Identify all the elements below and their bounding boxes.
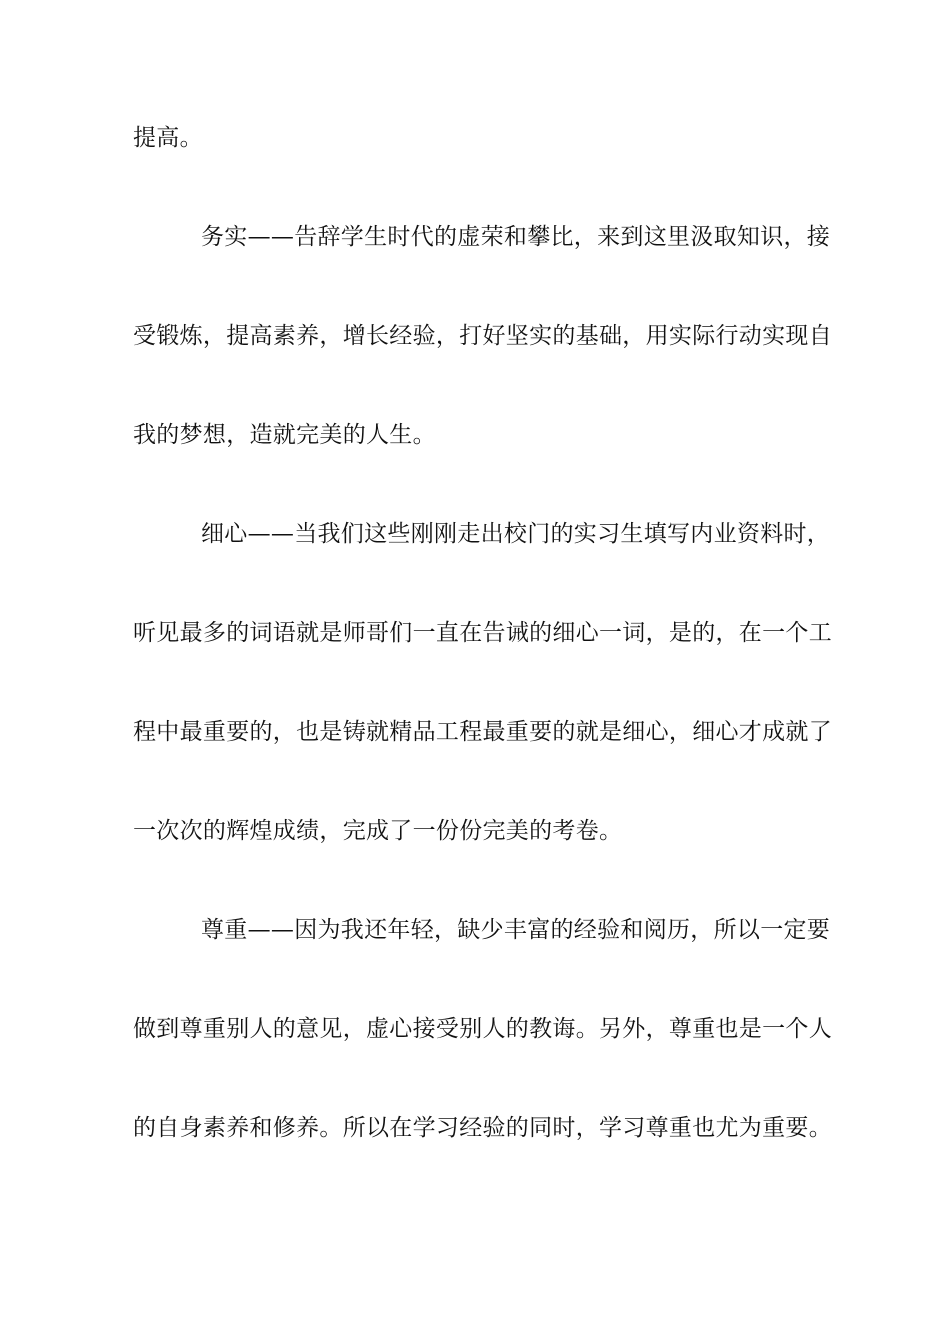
text-line: 我的梦想，造就完美的人生。 <box>133 422 436 448</box>
text-line: 细心——当我们这些刚刚走出校门的实习生填写内业资料时， <box>201 521 831 547</box>
paragraph-xixin <box>133 506 833 902</box>
text-line: 听见最多的词语就是师哥们一直在告诫的细心一词，是的，在一个工 <box>133 620 832 646</box>
paragraph-wushi <box>133 209 833 506</box>
text-line: 受锻炼，提高素养，增长经验，打好坚实的基础，用实际行动实现自 <box>133 323 832 349</box>
text-line: 的自身素养和修养。所以在学习经验的同时，学习尊重也尤为重要。 <box>133 1115 832 1141</box>
paragraph-zunzhong <box>133 902 833 1199</box>
text-line: 做到尊重别人的意见，虚心接受别人的教诲。另外，尊重也是一个人 <box>133 1016 832 1042</box>
text-line: 一次次的辉煌成绩，完成了一份份完美的考卷。 <box>133 818 623 844</box>
text-line: 提高。 <box>133 125 203 151</box>
text-line: 尊重——因为我还年轻，缺少丰富的经验和阅历，所以一定要 <box>201 917 831 943</box>
paragraph-continuation <box>133 110 833 209</box>
text-line: 务实——告辞学生时代的虚荣和攀比，来到这里汲取知识，接 <box>201 224 831 250</box>
document-body <box>133 110 833 1199</box>
text-line: 程中最重要的，也是铸就精品工程最重要的就是细心，细心才成就了 <box>133 719 832 745</box>
